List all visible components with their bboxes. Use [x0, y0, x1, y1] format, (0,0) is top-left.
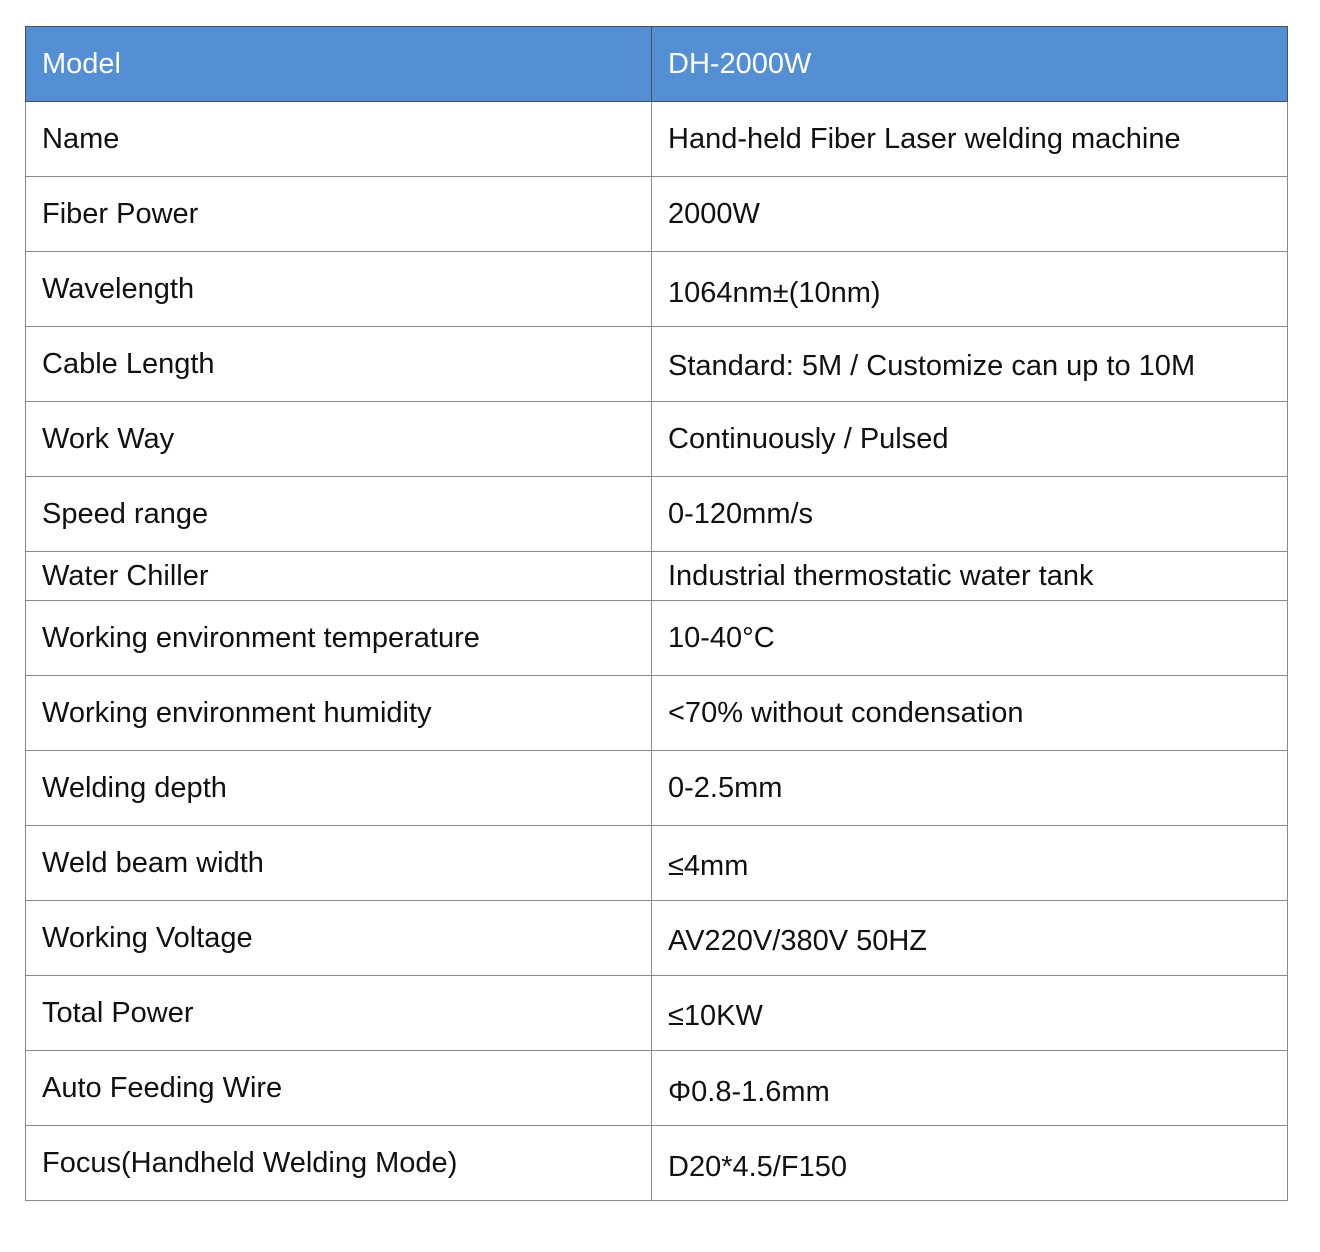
table-row	[26, 102, 1288, 177]
row-value: ≤10KW	[652, 976, 1288, 1051]
row-value: Industrial thermostatic water tank	[652, 552, 1288, 601]
table-row	[26, 676, 1288, 751]
row-label: Water Chiller	[26, 552, 652, 601]
table-row	[26, 402, 1288, 477]
row-label: Cable Length	[26, 327, 652, 402]
row-label: Working environment temperature	[26, 601, 652, 676]
row-label: Working environment humidity	[26, 676, 652, 751]
table-row	[26, 751, 1288, 826]
spec-table	[25, 26, 1288, 1201]
table-row	[26, 976, 1288, 1051]
row-label: Weld beam width	[26, 826, 652, 901]
row-label: Name	[26, 102, 652, 177]
table-header-row	[26, 27, 1288, 102]
row-label: Focus(Handheld Welding Mode)	[26, 1126, 652, 1201]
table-row	[26, 601, 1288, 676]
table-row	[26, 252, 1288, 327]
row-value: Hand-held Fiber Laser welding machine	[652, 102, 1288, 177]
table-row	[26, 901, 1288, 976]
row-label: Total Power	[26, 976, 652, 1051]
row-value: 2000W	[652, 177, 1288, 252]
table-row	[26, 1051, 1288, 1126]
row-value: 10-40°C	[652, 601, 1288, 676]
row-value: Φ0.8-1.6mm	[652, 1051, 1288, 1126]
row-value: Standard: 5M / Customize can up to 10M	[652, 327, 1288, 402]
row-label: Work Way	[26, 402, 652, 477]
row-label: Working Voltage	[26, 901, 652, 976]
header-label: Model	[26, 27, 652, 102]
table-row	[26, 177, 1288, 252]
row-value: 0-120mm/s	[652, 477, 1288, 552]
row-label: Speed range	[26, 477, 652, 552]
row-label: Wavelength	[26, 252, 652, 327]
header-value: DH-2000W	[652, 27, 1288, 102]
row-value: Continuously / Pulsed	[652, 402, 1288, 477]
row-label: Auto Feeding Wire	[26, 1051, 652, 1126]
table-row	[26, 826, 1288, 901]
row-value: ≤4mm	[652, 826, 1288, 901]
table-row	[26, 327, 1288, 402]
row-label: Fiber Power	[26, 177, 652, 252]
row-value: AV220V/380V 50HZ	[652, 901, 1288, 976]
row-value: <70% without condensation	[652, 676, 1288, 751]
table-row	[26, 552, 1288, 601]
row-value: 1064nm±(10nm)	[652, 252, 1288, 327]
table-row	[26, 477, 1288, 552]
row-value: D20*4.5/F150	[652, 1126, 1288, 1201]
table-row	[26, 1126, 1288, 1201]
row-label: Welding depth	[26, 751, 652, 826]
row-value: 0-2.5mm	[652, 751, 1288, 826]
